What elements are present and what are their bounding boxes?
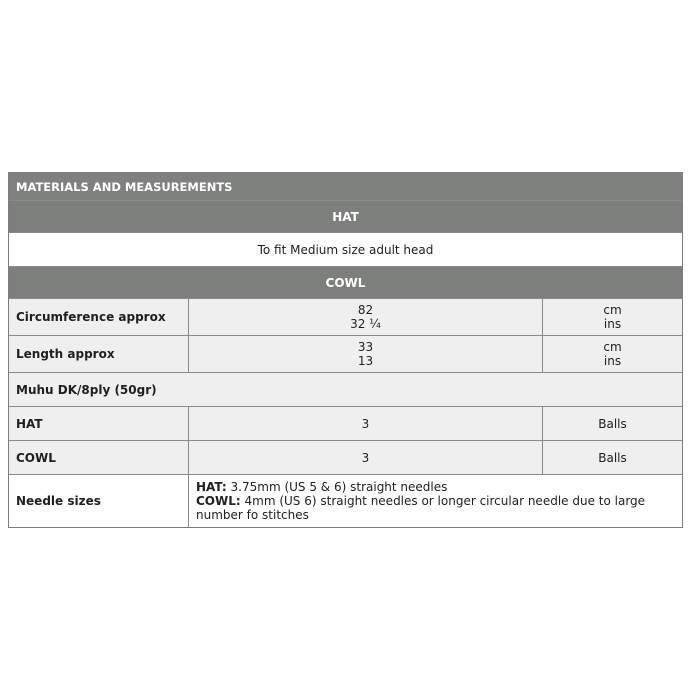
length-ins: 13	[357, 354, 374, 368]
hat-section-header: HAT	[9, 201, 682, 233]
circumference-ins: 32 ¼	[350, 317, 381, 331]
needle-hat-text: 3.75mm (US 5 & 6) straight needles	[226, 480, 448, 494]
needle-hat-prefix: HAT:	[196, 480, 227, 494]
circumference-cm: 82	[357, 303, 374, 317]
unit-cm: cm	[603, 340, 622, 354]
materials-table	[8, 172, 683, 528]
circumference-value	[189, 299, 543, 335]
needle-sizes-label: Needle sizes	[9, 475, 189, 527]
needle-cowl-text: 4mm (US 6) straight needles or longer circular needle due to large number fo stitches	[196, 494, 646, 522]
needle-sizes-text	[189, 475, 682, 527]
cowl-balls-value: 3	[189, 441, 543, 474]
table-title: MATERIALS AND MEASUREMENTS	[9, 173, 682, 201]
hat-fit-note: To fit Medium size adult head	[9, 233, 682, 267]
yarn-label: Muhu DK/8ply (50gr)	[9, 373, 682, 406]
length-cm: 33	[357, 340, 374, 354]
length-label: Length approx	[9, 336, 189, 372]
circumference-label: Circumference approx	[9, 299, 189, 335]
hat-balls-value: 3	[189, 407, 543, 440]
unit-ins: ins	[603, 317, 622, 331]
needle-cowl-prefix: COWL:	[196, 494, 241, 508]
length-units	[543, 336, 682, 372]
hat-balls-unit: Balls	[543, 407, 682, 440]
length-row	[9, 336, 682, 373]
length-value	[189, 336, 543, 372]
cowl-balls-unit: Balls	[543, 441, 682, 474]
hat-balls-label: HAT	[9, 407, 189, 440]
circumference-row	[9, 299, 682, 336]
needle-hat-line	[196, 480, 682, 494]
cowl-section-header: COWL	[9, 267, 682, 299]
unit-cm: cm	[603, 303, 622, 317]
cowl-balls-row	[9, 441, 682, 475]
unit-ins: ins	[603, 354, 622, 368]
needle-cowl-line	[196, 494, 682, 522]
hat-balls-row	[9, 407, 682, 441]
cowl-balls-label: COWL	[9, 441, 189, 474]
yarn-row	[9, 373, 682, 407]
circumference-units	[543, 299, 682, 335]
needle-sizes-row	[9, 475, 682, 527]
